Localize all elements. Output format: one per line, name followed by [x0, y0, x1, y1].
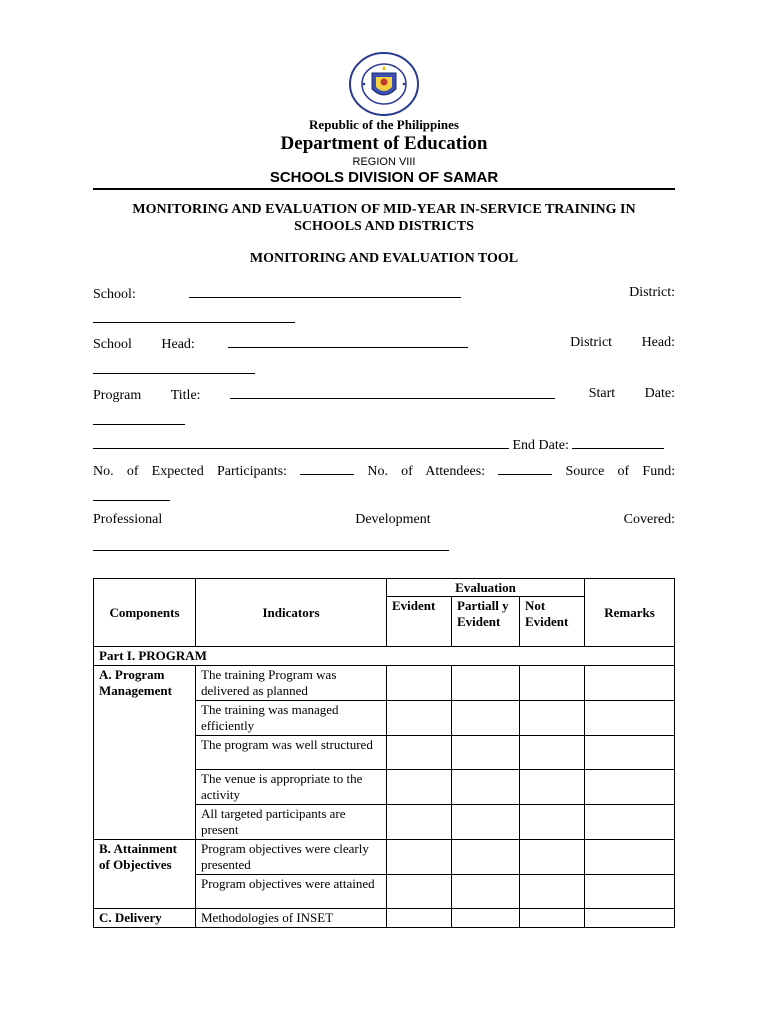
start-date-input[interactable]	[93, 412, 185, 425]
partially-evident-header: Partiall y Evident	[452, 597, 520, 647]
program-title-label-1: Program	[93, 388, 142, 403]
evident-cell[interactable]	[387, 840, 452, 875]
partially-evident-cell[interactable]	[452, 909, 520, 928]
source-label-1: Source	[565, 464, 605, 479]
source-label-3: Fund:	[642, 464, 676, 479]
district-head-label-1: District	[570, 335, 613, 350]
pd-label-3: Covered:	[623, 512, 675, 527]
evident-cell[interactable]	[387, 666, 452, 701]
remarks-cell[interactable]	[585, 909, 675, 928]
component-program-management: A. Program Management	[94, 666, 196, 840]
partially-evident-cell[interactable]	[452, 770, 520, 805]
evident-cell[interactable]	[387, 875, 452, 909]
district-head-label-2: Head:	[641, 335, 675, 350]
indicator-cell: The training was managed efficiently	[196, 701, 387, 736]
remarks-cell[interactable]	[585, 770, 675, 805]
remarks-cell[interactable]	[585, 666, 675, 701]
not-evident-cell[interactable]	[520, 840, 585, 875]
evident-header: Evident	[387, 597, 452, 647]
remarks-cell[interactable]	[585, 701, 675, 736]
end-date-label: End Date:	[512, 438, 569, 453]
department-heading: Department of Education	[280, 133, 488, 154]
expected-label-4: Participants:	[216, 464, 287, 479]
component-attainment-of-objectives: B. Attainment of Objectives	[94, 840, 196, 909]
document-title	[0, 201, 768, 235]
part-1-heading: Part I. PROGRAM	[94, 647, 675, 666]
not-evident-cell[interactable]	[520, 736, 585, 770]
header-divider	[93, 188, 675, 190]
evident-cell[interactable]	[387, 805, 452, 840]
republic-heading: Republic of the Philippines	[309, 117, 459, 132]
evident-cell[interactable]	[387, 736, 452, 770]
source-of-fund-input[interactable]	[93, 488, 170, 501]
not-evident-cell[interactable]	[520, 770, 585, 805]
pd-covered-input[interactable]	[93, 538, 449, 551]
expected-label-3: Expected	[151, 464, 204, 479]
expected-label-2: of	[126, 464, 139, 479]
not-evident-cell[interactable]	[520, 805, 585, 840]
district-label: District:	[629, 285, 675, 300]
end-date-input[interactable]	[572, 436, 664, 449]
title-line-1: MONITORING AND EVALUATION OF MID-YEAR IN-SERVICE TRAINING IN	[132, 202, 636, 217]
source-label-2: of	[617, 464, 630, 479]
indicator-cell: All targeted participants are present	[196, 805, 387, 840]
program-title-continued-input[interactable]	[93, 436, 509, 449]
indicator-cell: Program objectives were attained	[196, 875, 387, 909]
indicator-cell: The program was well structured	[196, 736, 387, 770]
remarks-cell[interactable]	[585, 875, 675, 909]
indicator-cell: Methodologies of INSET	[196, 909, 387, 928]
start-date-label-2: Date:	[644, 386, 675, 401]
evident-cell[interactable]	[387, 770, 452, 805]
evident-cell[interactable]	[387, 701, 452, 736]
division-heading: SCHOOLS DIVISION OF SAMAR	[269, 169, 499, 186]
tool-title: MONITORING AND EVALUATION TOOL	[249, 251, 519, 266]
partially-evident-cell[interactable]	[452, 805, 520, 840]
remarks-header: Remarks	[585, 579, 675, 647]
attendees-label-3: Attendees:	[425, 464, 486, 479]
evaluation-table	[93, 578, 675, 928]
remarks-cell[interactable]	[585, 736, 675, 770]
indicators-header: Indicators	[196, 579, 387, 647]
pd-label-2: Development	[355, 512, 431, 527]
deped-seal-logo	[348, 51, 420, 117]
title-line-2: SCHOOLS AND DISTRICTS	[294, 219, 474, 234]
indicator-cell: The venue is appropriate to the activity	[196, 770, 387, 805]
attendees-label-1: No.	[367, 464, 388, 479]
start-date-label-1: Start	[588, 386, 616, 401]
district-input[interactable]	[93, 310, 295, 323]
remarks-cell[interactable]	[585, 805, 675, 840]
end-date-row	[93, 436, 675, 454]
school-field-row	[93, 285, 675, 303]
not-evident-cell[interactable]	[520, 909, 585, 928]
partially-evident-cell[interactable]	[452, 701, 520, 736]
head-field-row	[93, 335, 675, 353]
expected-label-1: No.	[93, 464, 114, 479]
pd-covered-row	[93, 512, 675, 528]
partially-evident-cell[interactable]	[452, 666, 520, 701]
expected-participants-input[interactable]	[300, 462, 354, 475]
school-label: School:	[93, 287, 136, 302]
attendees-label-2: of	[401, 464, 413, 479]
component-delivery: C. Delivery	[94, 909, 196, 928]
partially-evident-cell[interactable]	[452, 736, 520, 770]
attendees-input[interactable]	[498, 462, 552, 475]
not-evident-cell[interactable]	[520, 701, 585, 736]
indicator-cell: The training Program was delivered as planned	[196, 666, 387, 701]
remarks-cell[interactable]	[585, 840, 675, 875]
program-title-row	[93, 386, 675, 404]
program-title-label-2: Title:	[170, 388, 201, 403]
participants-row	[93, 462, 675, 480]
evaluation-header: Evaluation	[387, 579, 585, 597]
region-label: REGION VIII	[352, 156, 416, 168]
not-evident-cell[interactable]	[520, 666, 585, 701]
not-evident-cell[interactable]	[520, 875, 585, 909]
partially-evident-cell[interactable]	[452, 875, 520, 909]
school-head-label-1: School	[93, 337, 132, 352]
school-head-label-2: Head:	[161, 337, 195, 352]
partially-evident-cell[interactable]	[452, 840, 520, 875]
components-header: Components	[94, 579, 196, 647]
evident-cell[interactable]	[387, 909, 452, 928]
program-title-input[interactable]	[230, 386, 555, 399]
school-head-input[interactable]	[228, 335, 468, 348]
pd-label-1: Professional	[93, 512, 163, 527]
indicator-cell: Program objectives were clearly presented	[196, 840, 387, 875]
school-input[interactable]	[189, 285, 461, 298]
not-evident-header: Not Evident	[520, 597, 585, 647]
district-head-input[interactable]	[93, 361, 255, 374]
